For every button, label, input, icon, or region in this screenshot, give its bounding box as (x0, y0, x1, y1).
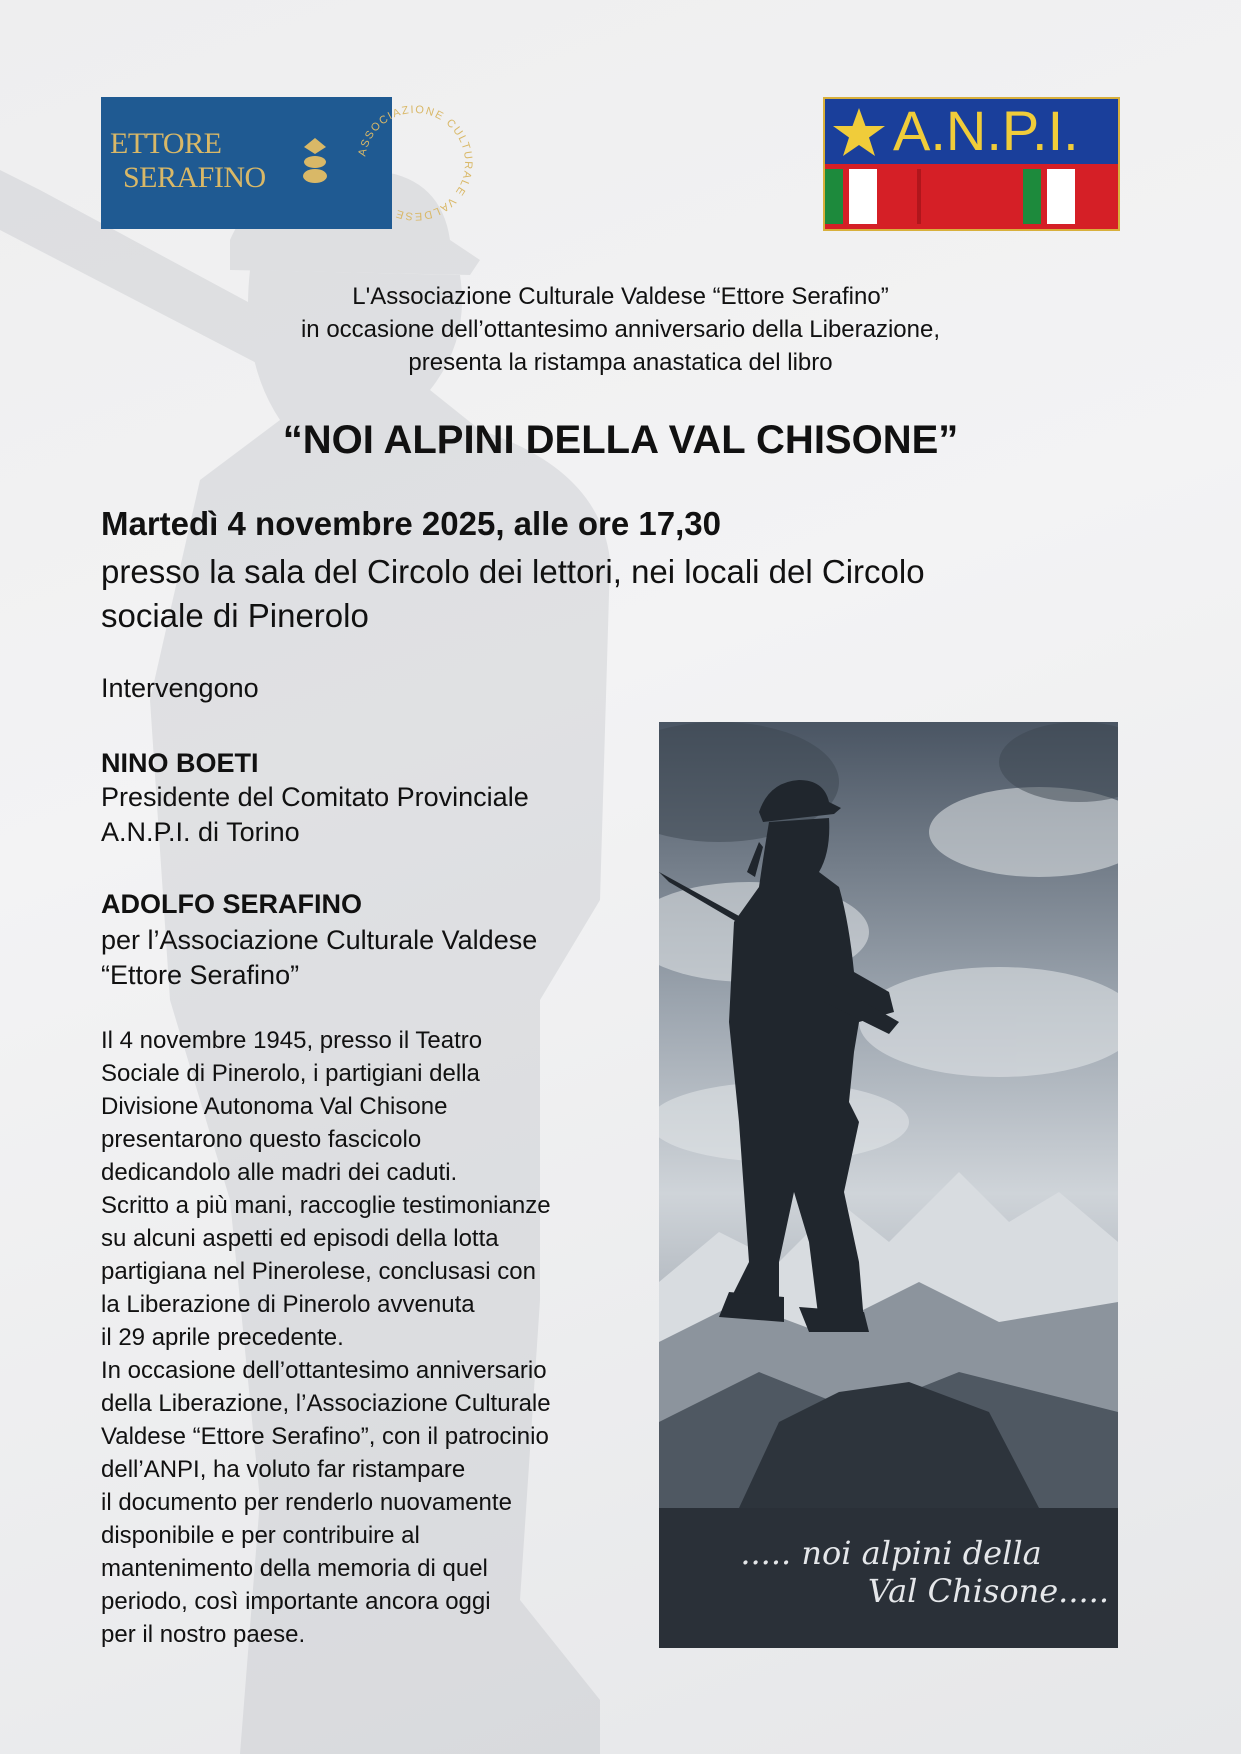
description-line: la Liberazione di Pinerolo avvenuta (101, 1291, 475, 1318)
description-line: il documento per renderlo nuovamente (101, 1489, 512, 1516)
description-line: su alcuni aspetti ed episodi della lotta (101, 1225, 499, 1252)
speaker-2-role-line-1: per l’Associazione Culturale Valdese (101, 925, 538, 955)
logo-es-emblem (349, 101, 481, 225)
anpi-logo-text: A.N.P.I. (893, 99, 1079, 162)
description-line: presentarono questo fascicolo (101, 1126, 422, 1153)
intro-line-3: presenta la ristampa anastatica del libro (408, 349, 833, 376)
description-line: periodo, così importante ancora oggi (101, 1588, 491, 1615)
book-cover-image (659, 722, 1118, 1648)
speakers-label: Intervengono (101, 673, 259, 703)
anpi-logo (823, 97, 1120, 231)
speaker-1-name: NINO BOETI (101, 748, 259, 778)
event-date: Martedì 4 novembre 2025, alle ore 17,30 (101, 505, 721, 542)
speaker-1-role-line-2: A.N.P.I. di Torino (101, 817, 300, 847)
description-line: per il nostro paese. (101, 1621, 306, 1648)
description-line: Sociale di Pinerolo, i partigiani della (101, 1060, 480, 1087)
logo-es-symbol-icon (302, 138, 328, 186)
cover-caption-line-2: Val Chisone..... (867, 1572, 1109, 1610)
venue-line-1: presso la sala del Circolo dei lettori, nei locali del Circolo (101, 553, 925, 590)
description-line: il 29 aprile precedente. (101, 1324, 344, 1351)
description-line: dell’ANPI, ha voluto far ristampare (101, 1456, 466, 1483)
intro-line-2: in occasione dell’ottantesimo anniversario della Liberazione, (300, 316, 941, 343)
description-line: In occasione dell’ottantesimo anniversario (101, 1357, 547, 1384)
description-line: dedicandolo alle madri dei caduti. (101, 1159, 458, 1186)
intro-line-1: L'Associazione Culturale Valdese “Ettore Serafino” (352, 283, 889, 310)
star-icon (831, 106, 887, 160)
book-description (101, 1024, 661, 1651)
speaker-2-role (101, 923, 661, 993)
italian-flags-stripe (825, 164, 1118, 229)
description-line: della Liberazione, l’Associazione Culturale (101, 1390, 551, 1417)
description-line: Valdese “Ettore Serafino”, con il patrocinio (101, 1423, 549, 1450)
event-venue (101, 550, 1101, 638)
description-line: disponibile e per contribuire al (101, 1522, 420, 1549)
description-line: Scritto a più mani, raccoglie testimonianze (101, 1192, 551, 1219)
svg-text:ASSOCIAZIONE CULTURALE VALDESE (356, 104, 474, 222)
cover-caption-line-1: ..... noi alpini della (740, 1534, 1042, 1572)
venue-line-2: sociale di Pinerolo (101, 597, 369, 634)
description-line: partigiana nel Pinerolese, conclusasi con (101, 1258, 536, 1285)
logo-es-line2: SERAFINO (123, 161, 266, 194)
ettore-serafino-logo (101, 97, 475, 229)
description-line: Il 4 novembre 1945, presso il Teatro (101, 1027, 483, 1054)
speaker-1-role-line-1: Presidente del Comitato Provinciale (101, 782, 529, 812)
speaker-2-name: ADOLFO SERAFINO (101, 889, 362, 919)
description-line: mantenimento della memoria di quel (101, 1555, 488, 1582)
speaker-1-role (101, 780, 661, 850)
description-line: Divisione Autonoma Val Chisone (101, 1093, 448, 1120)
logo-es-line1: ETTORE (110, 127, 222, 160)
book-cover-illustration (659, 722, 1118, 1648)
speaker-2-role-line-2: “Ettore Serafino” (101, 960, 300, 990)
book-title: “NOI ALPINI DELLA VAL CHISONE” (282, 418, 959, 462)
logo-es-ring-text: ASSOCIAZIONE CULTURALE VALDESE (356, 103, 475, 223)
